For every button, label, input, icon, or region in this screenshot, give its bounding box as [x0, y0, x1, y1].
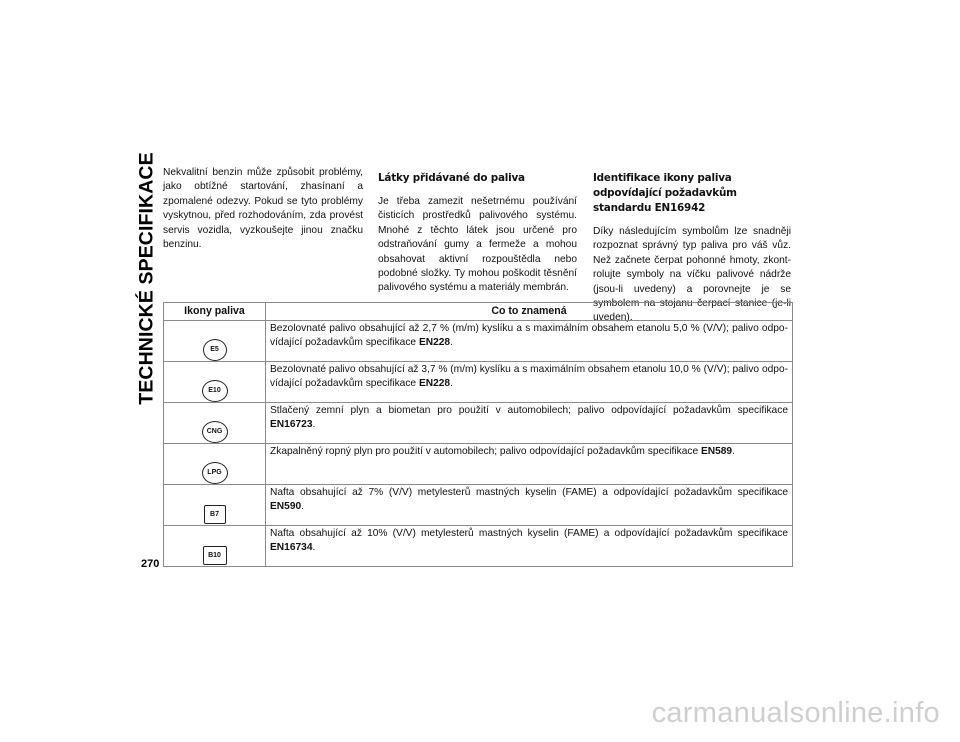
table-row — [164, 526, 793, 567]
page-number: 270 — [141, 558, 160, 570]
row-description: Bezolovnaté palivo obsahující až 2,7 % (m/m) kyslíku a s maximálním obsahem etanolu 5,0 % (V/V); palivo odpo-vídající požadavkům specifikace EN228. — [266, 321, 793, 362]
table-header-row — [164, 303, 793, 321]
standard-code: EN228 — [418, 378, 451, 390]
table-row — [164, 362, 793, 403]
fuel-b10-icon: B10 — [203, 546, 227, 565]
fuel-lpg-icon: LPG — [202, 462, 228, 484]
watermark: carmanualsonline.info — [651, 697, 940, 729]
fuel-additives-heading: Látky přidávané do paliva — [378, 172, 525, 184]
table-row — [164, 444, 793, 485]
fuel-e10-icon: E10 — [202, 380, 228, 402]
row-description: Nafta obsahující až 7% (V/V) metylesterů mastných kyselin (FAME) a odpovídající požadavkům specifikace EN590. — [266, 485, 793, 526]
table-row — [164, 485, 793, 526]
table-row — [164, 321, 793, 362]
fuel-cng-icon: CNG — [202, 421, 228, 443]
row-description: Nafta obsahující až 10% (V/V) metylesterů mastných kyselin (FAME) a odpovídající požadavkům specifikace EN16734. — [266, 526, 793, 567]
fuel-e5-icon: E5 — [203, 339, 227, 361]
standard-code: EN16723 — [270, 419, 313, 431]
row-description: Stlačený zemní plyn a biometan pro použití v automobilech; palivo odpovídající požadavkům specifikace EN16723. — [266, 403, 793, 444]
section-title — [131, 151, 163, 405]
table-row — [164, 403, 793, 444]
header-meaning: Co to znamená — [266, 303, 793, 321]
standard-code: EN228 — [418, 337, 451, 349]
standard-code: EN16734 — [270, 542, 313, 554]
poor-fuel-paragraph: Nekvalitní benzin může způsobit problémy, jako obtížné startování, zhasínaní a zpomalené odezvy. Pokud se tyto problémy vyskytnou, před rozhodováním, zda provést servis vozidla, vyzkoušejte jinou značku benzinu. — [163, 167, 363, 251]
fuel-icons-table — [163, 302, 793, 567]
fuel-icon-id-heading: Identifikace ikony paliva odpovídající požadavkům standardu EN16942 — [593, 172, 737, 214]
standard-code: EN590 — [270, 501, 302, 513]
row-description: Bezolovnaté palivo obsahující až 3,7 % (m/m) kyslíku a s maximálním obsahem etanolu 10,0 % (V/V); palivo odpo-vídající požadavkům specifikace EN228. — [266, 362, 793, 403]
section-title-text: TECHNICKÉ SPECIFIKACE — [135, 151, 158, 405]
standard-code: EN589 — [700, 446, 733, 457]
fuel-b7-icon: B7 — [204, 505, 226, 524]
row-description: Zkapalněný ropný plyn pro použití v automobilech; palivo odpovídající požadavkům specifikace EN589. — [266, 444, 793, 485]
column-1 — [163, 166, 363, 252]
fuel-additives-paragraph: Je třeba zamezit nešetrnému používání čisticích prostředků palivového systému. Mnohé z těchto látek jsou určené pro odstraňování gumy a fermeže a mohou obsahovat aktivní rozpouštědla nebo podobné složky. Ty mohou poškodit těsnění palivového systému a materiály membrán. — [378, 196, 577, 294]
column-2 — [378, 171, 577, 296]
fuel-icon-id-paragraph: Díky následujícím symbolům lze snadněji rozpoznat správný typ paliva pro váš vůz. Než začnete čerpat pohonné hmoty, zkont-rolujte symboly na víčku palivové nádrže (jsou-li uvedeny) a porovnejte je se symbolem na stojanu čerpací stanice (je-li uveden). — [593, 226, 791, 324]
header-fuel-icons: Ikony paliva — [164, 303, 266, 321]
